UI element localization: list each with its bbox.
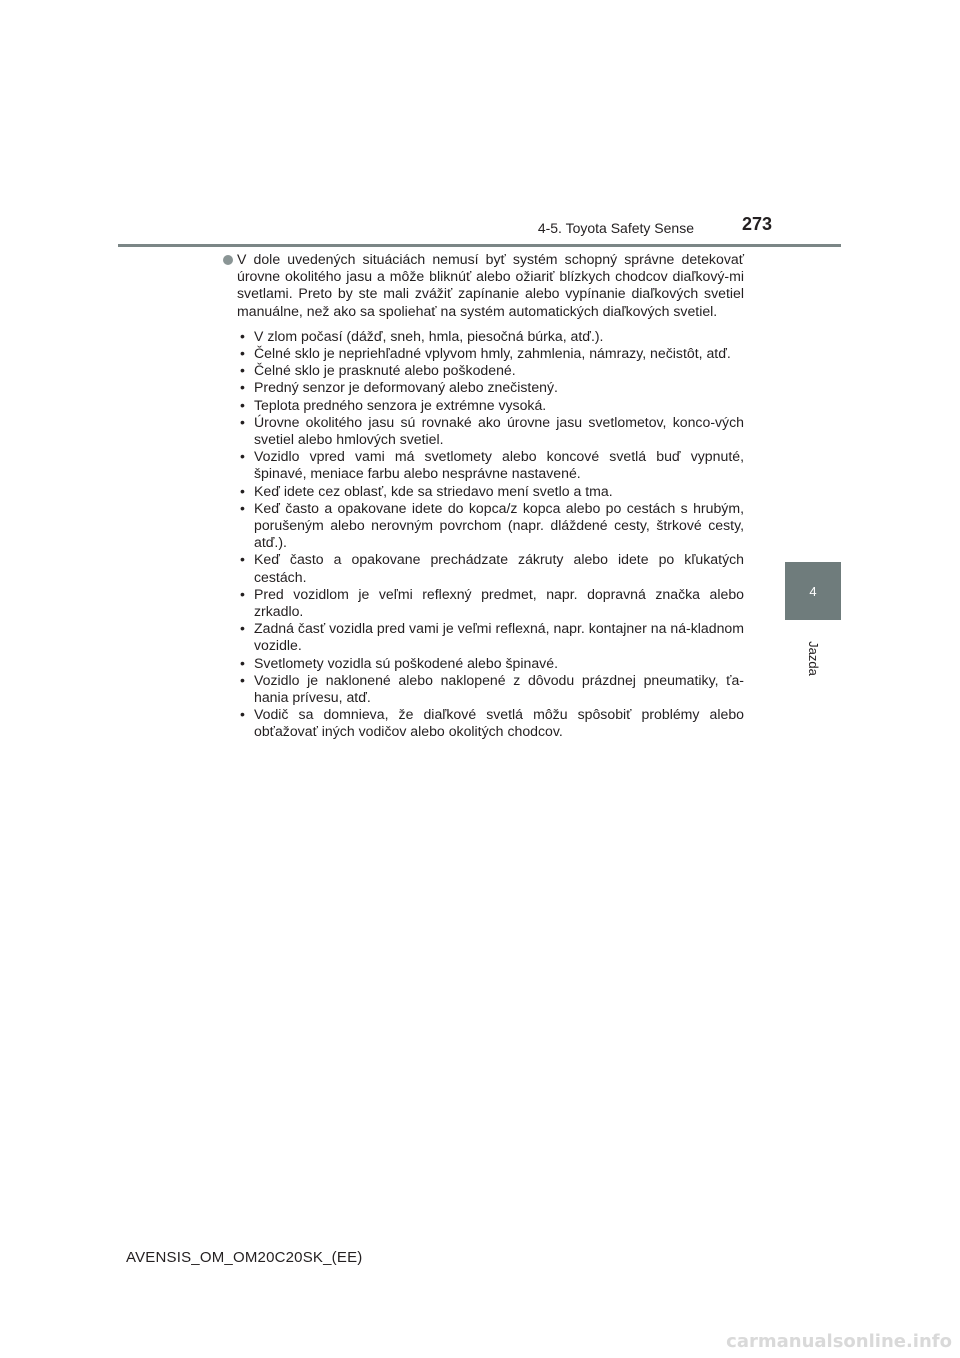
chapter-label-container (788, 628, 838, 688)
list-item: • Teplota predného senzora je extrémne vysoká. (223, 397, 744, 414)
list-item: • Vozidlo vpred vami má svetlomety alebo koncové svetlá buď vypnuté, špinavé, meniace farbu alebo nesprávne nastavené. (223, 448, 744, 482)
intro-text: V dole uvedených situáciách nemusí byť systém schopný správne detekovať úrovne okolitého jasu a môže bliknúť alebo ožiariť blízkych chodcov diaľkový-mi svetlami. Preto by ste mali zvážiť zapínanie alebo vypínanie diaľkových svetiel manuálne, než ako sa spoliehať na systém automatických diaľkových svetiel. (237, 251, 744, 319)
list-item: • Úrovne okolitého jasu sú rovnaké ako úrovne jasu svetlometov, konco-vých svetiel alebo hmlových svetiel. (223, 414, 744, 448)
list-item: • Svetlomety vozidla sú poškodené alebo špinavé. (223, 655, 744, 672)
list-item: • Vozidlo je naklonené alebo naklopené z dôvodu prázdnej pneumatiky, ťa-hania prívesu, atď. (223, 672, 744, 706)
main-content (223, 251, 744, 741)
chapter-label: Jazda (805, 640, 821, 676)
list-item: • Keď často a opakovane prechádzate zákruty alebo idete po kľukatých cestách. (223, 551, 744, 585)
chapter-number: 4 (809, 583, 817, 599)
chapter-tab (785, 562, 841, 620)
list-item: • Čelné sklo je nepriehľadné vplyvom hmly, zahmlenia, námrazy, nečistôt, atď. (223, 345, 744, 362)
list-item: • V zlom počasí (dážď, sneh, hmla, piesočná búrka, atď.). (223, 328, 744, 345)
document-code: AVENSIS_OM_OM20C20SK_(EE) (126, 1249, 363, 1266)
header-rule (118, 244, 841, 247)
intro-paragraph (223, 251, 744, 320)
list-item: • Keď často a opakovane idete do kopca/z kopca alebo po cestách s hrubým, porušeným alebo nerovným povrchom (napr. dláždené cesty, štrkové cesty, atď.). (223, 500, 744, 552)
list-item: • Keď idete cez oblasť, kde sa striedavo mení svetlo a tma. (223, 483, 744, 500)
list-item: • Predný senzor je deformovaný alebo znečistený. (223, 379, 744, 396)
watermark-logo: carmanualsonline.info (726, 1331, 952, 1352)
header-section-title: 4-5. Toyota Safety Sense (537, 220, 694, 236)
list-item: • Čelné sklo je prasknuté alebo poškodené. (223, 362, 744, 379)
list-item: • Zadná časť vozidla pred vami je veľmi reflexná, napr. kontajner na ná-kladnom vozidle. (223, 620, 744, 654)
list-item: • Pred vozidlom je veľmi reflexný predmet, napr. dopravná značka alebo zrkadlo. (223, 586, 744, 620)
list-item: • Vodič sa domnieva, že diaľkové svetlá môžu spôsobiť problémy alebo obťažovať iných vodičov alebo okolitých chodcov. (223, 706, 744, 740)
condition-list (223, 328, 744, 741)
circle-bullet-icon (223, 255, 233, 265)
page-number: 273 (741, 214, 772, 234)
